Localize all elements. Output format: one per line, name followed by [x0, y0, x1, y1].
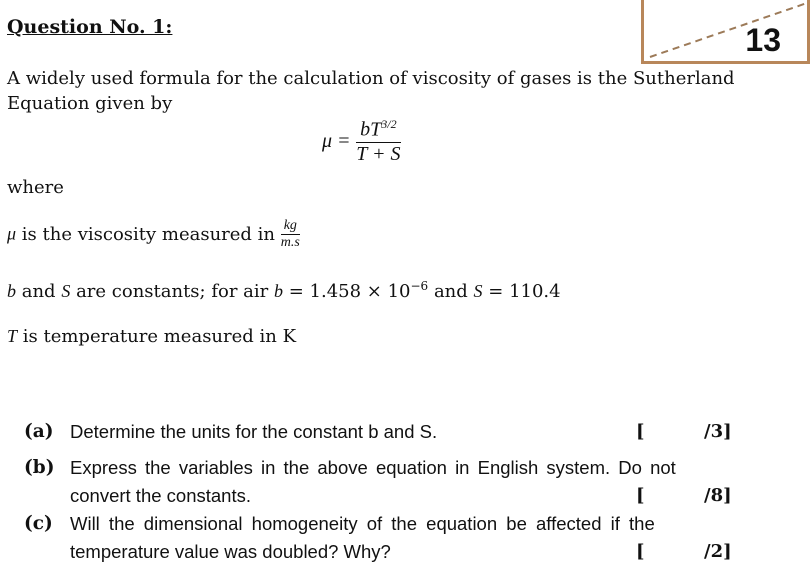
score-value: 13: [745, 22, 781, 58]
intro-line-1: A widely used formula for the calculation of viscosity of gases is the Sutherland: [7, 68, 735, 89]
question-title: Question No. 1:: [7, 16, 173, 38]
score-box-diagonal-icon: [644, 0, 807, 61]
formula-numerator: $bT^{3/2}$: [356, 117, 400, 143]
formula-denominator: T + S: [356, 142, 401, 165]
temperature-definition: T is temperature measured in K: [7, 326, 297, 347]
formula-lhs: μ =: [322, 129, 351, 152]
intro-line-2: Equation given by: [7, 93, 173, 114]
mu-definition: μ is the viscosity measured in $\frac{kg}{m.s}$: [7, 218, 300, 250]
marks-c: /2]: [704, 541, 732, 562]
sutherland-formula: [322, 117, 401, 166]
score-box: [641, 0, 810, 64]
marks-a: /3]: [704, 421, 732, 442]
document-page: Question No. 1: 13 A widely used formula for the calculation of viscosity of gases is the Sutherland Equation given by μ = $\frac{bT^{3/2}}{T + S}$ where μ is the viscosity measured in $\frac{kg}{m.s}$ b and S are constants; for air $b = 1.458 \times 10^{-6}$ and S = 110.4 T is temperature measured in K (a) Determine the units for the constant b and S. [ /3] (b) Express the variables in the above equation in English system. Do not convert the constants. [ /8] (c) Will the dimensional homogeneity of the equation be affected if the temperature value was doubled? Why? [ /2]: [0, 0, 812, 569]
marks-b: /8]: [704, 485, 732, 506]
where-label: where: [7, 177, 64, 198]
constants-definition: b and S are constants; for air $b = 1.458 \times 10^{-6}$ and S = 110.4: [7, 279, 561, 302]
